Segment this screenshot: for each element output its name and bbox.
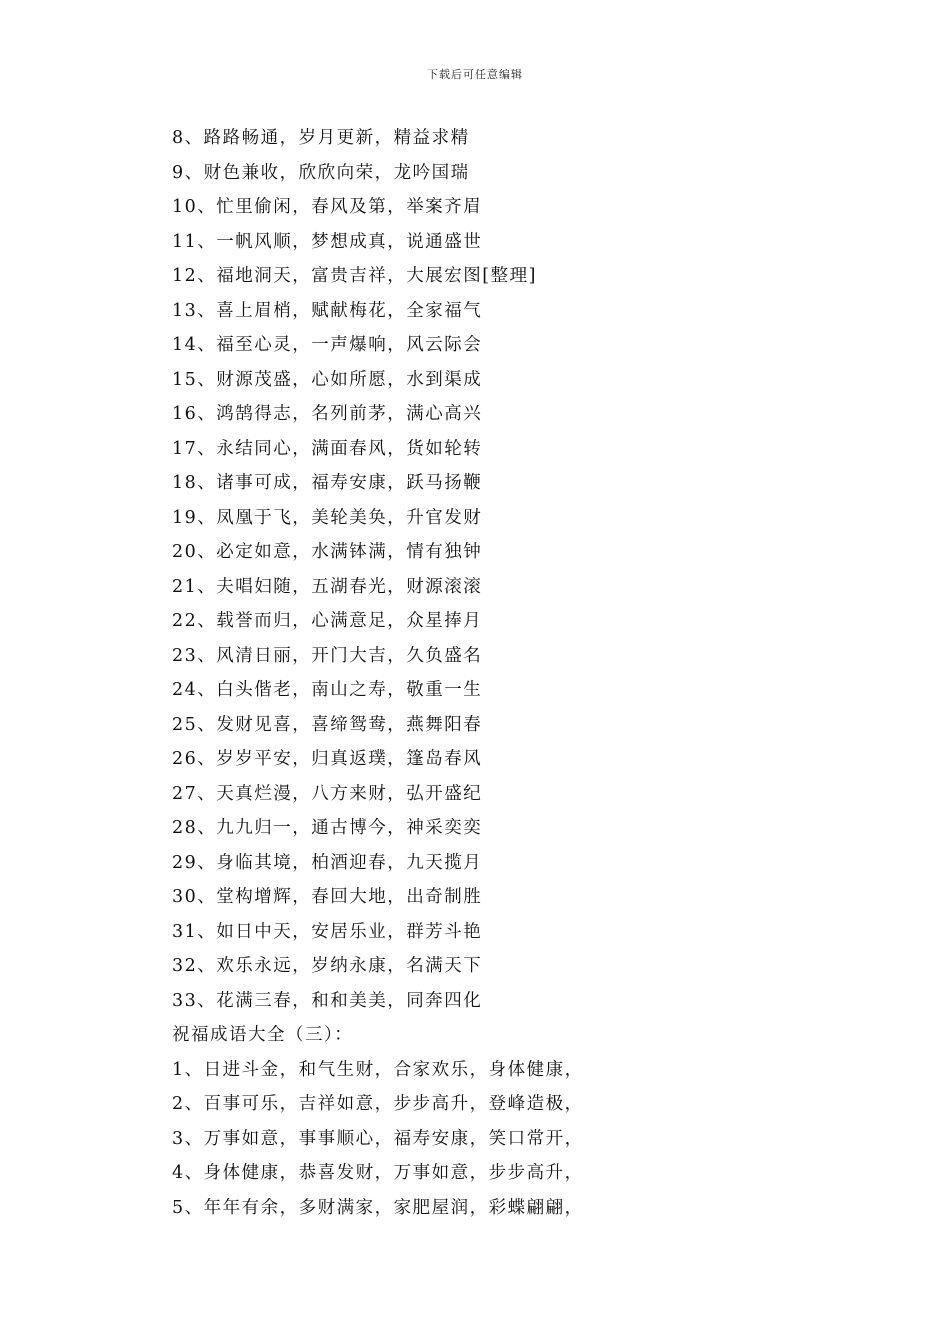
text-line: 12、福地洞天，富贵吉祥，大展宏图[整理] bbox=[172, 266, 537, 286]
text-line: 11、一帆风顺，梦想成真，说通盛世 bbox=[172, 231, 483, 252]
text-line: 23、风清日丽，开门大吉，久负盛名 bbox=[172, 645, 483, 666]
text-line: 3、万事如意，事事顺心，福寿安康，笑口常开， bbox=[172, 1128, 584, 1149]
document-body bbox=[172, 121, 812, 1225]
text-line: 9、财色兼收，欣欣向荣，龙吟国瑞 bbox=[172, 162, 470, 183]
text-line: 18、诸事可成，福寿安康，跃马扬鞭 bbox=[172, 473, 483, 493]
text-line: 14、福至心灵，一声爆响，风云际会 bbox=[172, 335, 483, 355]
text-line: 10、忙里偷闲，春风及第，举案齐眉 bbox=[172, 197, 483, 217]
text-line: 15、财源茂盛，心如所愿，水到渠成 bbox=[172, 369, 483, 390]
text-line: 33、花满三春，和和美美，同奔四化 bbox=[172, 990, 483, 1011]
text-line: 21、夫唱妇随，五湖春光，财源滚滚 bbox=[172, 576, 483, 597]
header-note: 下载后可任意编辑 bbox=[427, 68, 523, 81]
text-line: 16、鸿鹄得志，名列前茅，满心高兴 bbox=[172, 404, 483, 424]
text-line: 31、如日中天，安居乐业，群芳斗艳 bbox=[172, 921, 483, 942]
text-line: 25、发财见喜，喜缔鸳鸯，燕舞阳春 bbox=[172, 714, 483, 735]
text-line: 4、身体健康，恭喜发财，万事如意，步步高升， bbox=[172, 1163, 584, 1183]
text-line: 27、天真烂漫，八方来财，弘开盛纪 bbox=[172, 783, 483, 804]
section-heading: 祝福成语大全（三）： bbox=[172, 1025, 354, 1045]
text-line: 30、堂构增辉，春回大地，出奇制胜 bbox=[172, 887, 483, 907]
text-line: 20、必定如意，水满钵满，情有独钟 bbox=[172, 542, 483, 562]
text-line: 26、岁岁平安，归真返璞，篷岛春风 bbox=[172, 749, 483, 769]
text-line: 2、百事可乐，吉祥如意，步步高升，登峰造极， bbox=[172, 1094, 584, 1114]
text-line: 32、欢乐永远，岁纳永康，名满天下 bbox=[172, 956, 483, 976]
text-line: 13、喜上眉梢，赋献梅花，全家福气 bbox=[172, 300, 483, 321]
text-line: 29、身临其境，柏酒迎春，九天揽月 bbox=[172, 852, 483, 873]
text-line: 24、白头偕老，南山之寿，敬重一生 bbox=[172, 680, 483, 700]
text-line: 8、路路畅通，岁月更新，精益求精 bbox=[172, 128, 470, 148]
text-line: 28、九九归一，通古博今，神采奕奕 bbox=[172, 818, 483, 838]
text-line: 19、凤凰于飞，美轮美奂，升官发财 bbox=[172, 507, 483, 528]
text-line: 17、永结同心，满面春风，货如轮转 bbox=[172, 438, 483, 459]
text-line: 1、日进斗金，和气生财，合家欢乐，身体健康， bbox=[172, 1059, 584, 1080]
text-line: 5、年年有余，多财满家，家肥屋润，彩蝶翩翩， bbox=[172, 1197, 584, 1218]
text-line: 22、载誉而归，心满意足，众星捧月 bbox=[172, 611, 483, 631]
